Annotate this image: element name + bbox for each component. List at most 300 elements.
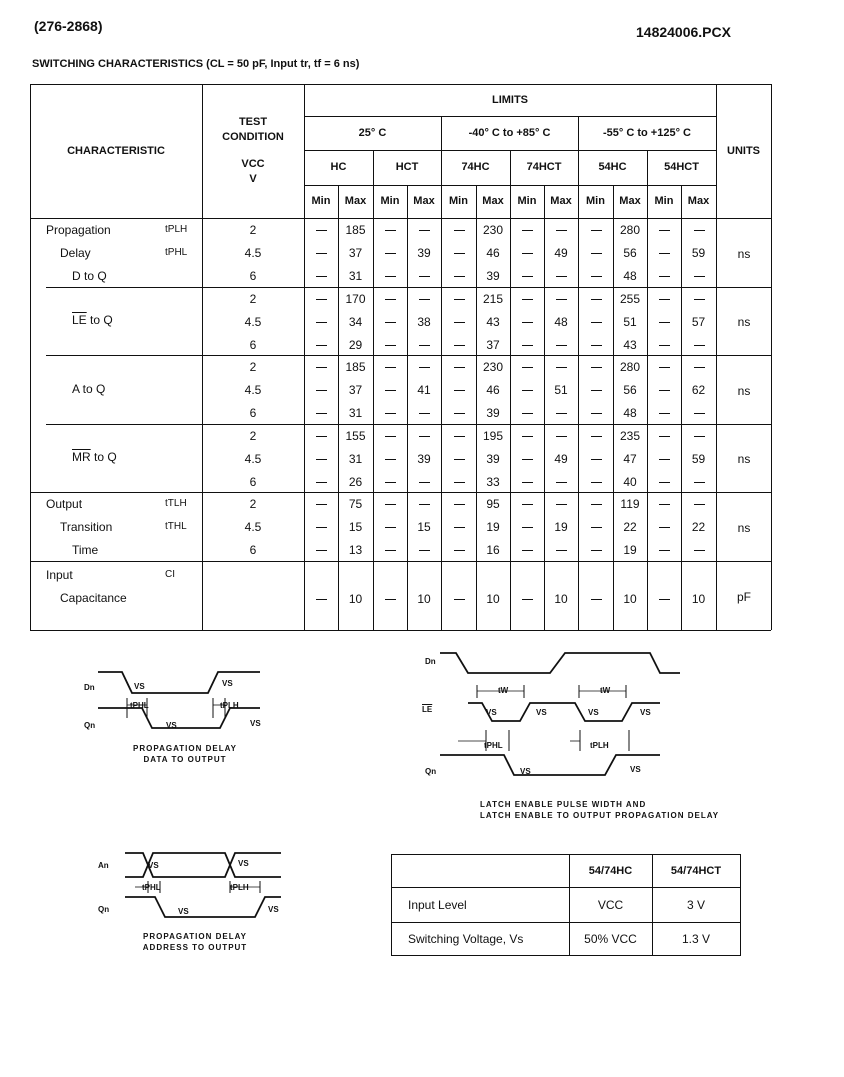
vcc-value: 6 (249, 543, 257, 557)
dash-mark (522, 550, 533, 551)
dash-mark (659, 230, 670, 231)
unit-value: ns (737, 452, 751, 466)
dash-mark (419, 276, 430, 277)
dash-mark (419, 345, 430, 346)
dash-mark (694, 550, 705, 551)
min-header: Min (380, 195, 400, 208)
prop-delay-address-diagram (95, 845, 295, 930)
limit-value: 10 (348, 591, 363, 606)
limit-value: 39 (417, 452, 431, 466)
test-condition-header (202, 84, 304, 218)
limit-value: 46 (486, 383, 500, 397)
limit-value: 46 (486, 246, 500, 260)
limit-value: 10 (623, 591, 637, 606)
limit-value: 280 (619, 223, 641, 237)
vs-label: VS (588, 708, 599, 717)
tw-label: tW (498, 686, 509, 695)
dash-mark (316, 322, 327, 323)
limit-value: 95 (486, 497, 500, 511)
max-header: Max (687, 195, 710, 208)
dash-mark (454, 322, 465, 323)
dash-mark (316, 599, 327, 600)
test-conditions-table (391, 854, 741, 956)
max-header: Max (413, 195, 435, 208)
vcc-value: 4.5 (244, 315, 262, 329)
family-header: HCT (395, 161, 419, 174)
family-header: HC (330, 161, 347, 174)
limit-value: 75 (348, 497, 363, 511)
limit-value: 155 (345, 429, 366, 443)
symbol-label: tTHL (165, 521, 187, 532)
limit-value: 215 (482, 292, 504, 306)
dash-mark (419, 504, 430, 505)
dash-mark (659, 322, 670, 323)
dash-mark (316, 230, 327, 231)
limit-value: 19 (623, 543, 637, 557)
dash-mark (522, 413, 533, 414)
dash-mark (454, 504, 465, 505)
vcc-value: 2 (249, 360, 257, 374)
file-name: 14824006.PCX (636, 24, 731, 40)
limit-value: 10 (486, 591, 500, 606)
limit-value: 43 (486, 315, 500, 329)
dash-mark (556, 504, 567, 505)
caption-line: PROPAGATION DELAY (133, 744, 237, 753)
characteristic-header: CHARACTERISTIC (67, 144, 165, 157)
switching-voltage-hc: 50% VCC (584, 931, 637, 946)
dash-mark (454, 550, 465, 551)
vcc-value: 2 (249, 497, 257, 511)
caption-line: PROPAGATION DELAY (143, 932, 247, 941)
vcc-value: 2 (249, 429, 257, 443)
temp-range-header: 25° C (358, 126, 387, 139)
dash-mark (454, 276, 465, 277)
dn-waveform (440, 653, 680, 673)
limit-value: 29 (348, 338, 363, 352)
family-header: 54HC (598, 161, 627, 174)
limit-value: 56 (623, 246, 637, 260)
characteristic-label: Time (72, 543, 99, 557)
dash-mark (454, 413, 465, 414)
limit-value: 39 (486, 406, 500, 420)
dash-mark (522, 345, 533, 346)
dash-mark (454, 459, 465, 460)
signal-name: $\overline{LE}$ (72, 313, 87, 327)
vcc-value: 4.5 (244, 246, 262, 260)
limit-value: 37 (348, 383, 363, 397)
dash-mark (591, 482, 602, 483)
test-header-hct: 54/74HCT (670, 865, 722, 877)
vs-label: VS (520, 767, 531, 776)
qn-waveform (125, 897, 281, 917)
temp-range-header: -40° C to +85° C (468, 126, 551, 139)
limit-value: 57 (691, 315, 706, 329)
limit-value: 48 (623, 406, 637, 420)
vcc-value: 4.5 (244, 520, 262, 534)
dn-waveform (98, 672, 260, 693)
limit-value: 185 (345, 360, 366, 374)
dash-mark (454, 299, 465, 300)
table-border (771, 84, 772, 630)
characteristic-label: Transition (60, 520, 113, 534)
caption-line: ADDRESS TO OUTPUT (142, 942, 248, 952)
limit-value: 39 (486, 452, 500, 466)
limit-value: 51 (623, 315, 637, 329)
dash-mark (454, 367, 465, 368)
dash-mark (659, 482, 670, 483)
min-header: Min (586, 195, 605, 208)
limit-value: 22 (623, 520, 637, 534)
limit-value: 185 (345, 223, 366, 237)
dash-mark (419, 550, 430, 551)
dash-mark (454, 253, 465, 254)
dash-mark (591, 299, 602, 300)
dash-mark (659, 345, 670, 346)
limit-value: 37 (348, 246, 363, 260)
switching-voltage-hct: 1.3 V (681, 931, 711, 946)
max-header: Max (550, 195, 572, 208)
unit-value: pF (736, 589, 751, 604)
le-label: $\overline{LE}$ (422, 705, 433, 714)
vcc-value: 6 (249, 338, 257, 352)
dash-mark (694, 299, 705, 300)
dash-mark (385, 527, 396, 528)
dash-mark (522, 482, 533, 483)
group-divider (46, 287, 771, 288)
dash-mark (659, 367, 670, 368)
characteristic-label (72, 383, 105, 395)
dash-mark (522, 322, 533, 323)
dash-mark (385, 482, 396, 483)
limit-value: 10 (691, 591, 706, 606)
divider (510, 150, 511, 630)
limit-value: 31 (348, 406, 363, 420)
dash-mark (659, 504, 670, 505)
dash-mark (522, 527, 533, 528)
limit-value: 34 (348, 315, 363, 329)
vs-label: VS (250, 719, 261, 728)
limits-header: LIMITS (491, 93, 529, 106)
caption-line: DATA TO OUTPUT (143, 754, 227, 764)
dash-mark (659, 550, 670, 551)
dash-mark (385, 367, 396, 368)
limit-value: 13 (348, 543, 363, 557)
qn-label: Qn (98, 905, 110, 914)
units-header: UNITS (727, 144, 760, 157)
tplh-label: tPLH (220, 701, 239, 710)
limit-value: 37 (486, 338, 500, 352)
family-header: 74HC (461, 161, 490, 174)
unit-value: ns (737, 246, 751, 261)
dash-mark (591, 599, 602, 600)
dash-mark (385, 322, 396, 323)
dash-mark (591, 413, 602, 414)
divider (647, 150, 648, 630)
dash-mark (522, 253, 533, 254)
group-divider (30, 561, 771, 562)
dash-mark (316, 253, 327, 254)
limit-value: 10 (417, 591, 431, 606)
caption-line: LATCH ENABLE TO OUTPUT PROPAGATION DELAY (480, 810, 720, 820)
limit-value: 170 (345, 292, 366, 306)
max-header: Max (619, 195, 641, 208)
vs-label: VS (268, 905, 279, 914)
qn-waveform (98, 708, 260, 728)
dash-mark (316, 299, 327, 300)
unit-value: ns (737, 315, 751, 329)
signal-name: A to Q (72, 381, 106, 396)
characteristic-label: Input (46, 568, 73, 582)
caption-line: LATCH ENABLE PULSE WIDTH AND (480, 800, 647, 809)
vs-label: VS (178, 907, 189, 916)
divider (30, 218, 771, 219)
divider (373, 150, 374, 630)
dash-mark (591, 550, 602, 551)
signal-name: $\overline{MR}$ (72, 450, 91, 464)
qn-waveform (440, 755, 660, 775)
dash-mark (522, 276, 533, 277)
dash-mark (316, 276, 327, 277)
switching-characteristics-table (30, 84, 771, 630)
dash-mark (316, 390, 327, 391)
characteristic-label (72, 314, 113, 326)
unit-value: ns (737, 383, 751, 398)
dash-mark (591, 436, 602, 437)
dash-mark (522, 504, 533, 505)
latch-enable-diagram (420, 645, 680, 790)
dash-mark (694, 436, 705, 437)
limit-value: 38 (417, 315, 431, 329)
limit-value: 19 (554, 520, 568, 534)
dash-mark (419, 482, 430, 483)
dash-mark (316, 345, 327, 346)
dash-mark (659, 253, 670, 254)
tw-label: tW (600, 686, 611, 695)
temp-range-header: -55° C to +125° C (603, 126, 691, 139)
dash-mark (556, 550, 567, 551)
dash-mark (659, 459, 670, 460)
dash-mark (659, 413, 670, 414)
limit-value: 47 (623, 452, 637, 466)
dash-mark (385, 504, 396, 505)
unit-value: ns (737, 520, 751, 535)
dash-mark (316, 367, 327, 368)
limit-value: 56 (623, 383, 637, 397)
header-line: TEST CONDITION (222, 116, 284, 144)
limit-value: 280 (619, 360, 641, 374)
dash-mark (419, 299, 430, 300)
dash-mark (385, 599, 396, 600)
dash-mark (591, 322, 602, 323)
latch-caption (480, 800, 740, 822)
dash-mark (419, 367, 430, 368)
dash-mark (591, 345, 602, 346)
dash-mark (591, 390, 602, 391)
dash-mark (694, 367, 705, 368)
document-id: (276-2868) (34, 18, 103, 34)
dash-mark (591, 253, 602, 254)
tplh-label: tPLH (230, 883, 249, 892)
dash-mark (659, 436, 670, 437)
dash-mark (385, 276, 396, 277)
dash-mark (556, 230, 567, 231)
switching-voltage-label: Switching Voltage, Vs (408, 931, 524, 946)
header-line: V (249, 172, 257, 185)
dash-mark (591, 527, 602, 528)
dash-mark (591, 367, 602, 368)
characteristic-label: Output (46, 497, 83, 511)
symbol-label: CI (165, 569, 175, 580)
dash-mark (316, 527, 327, 528)
vs-label: VS (238, 859, 249, 868)
dash-mark (591, 504, 602, 505)
dash-mark (522, 599, 533, 600)
limit-value: 195 (482, 429, 504, 443)
vs-label: VS (486, 708, 497, 717)
limit-value: 235 (619, 429, 641, 443)
dash-mark (694, 345, 705, 346)
limit-value: 40 (623, 475, 637, 489)
vcc-value: 2 (249, 292, 257, 306)
table-title: SWITCHING CHARACTERISTICS (CL = 50 pF, Input tr, tf = 6 ns) (32, 58, 360, 70)
vcc-value: 4.5 (244, 383, 262, 397)
family-header: 54HCT (664, 161, 699, 174)
table-border (30, 630, 771, 631)
limit-value: 31 (348, 452, 363, 466)
limit-value: 230 (482, 360, 504, 374)
min-header: Min (517, 195, 537, 208)
limit-value: 15 (417, 520, 431, 534)
vcc-value: 6 (249, 406, 257, 420)
dash-mark (385, 230, 396, 231)
dash-mark (419, 230, 430, 231)
tphl-label: tPHL (142, 883, 161, 892)
dash-mark (522, 390, 533, 391)
family-header: 74HCT (526, 161, 562, 174)
dash-mark (316, 413, 327, 414)
limit-value: 10 (554, 591, 568, 606)
dash-mark (522, 367, 533, 368)
dash-mark (316, 482, 327, 483)
limit-value: 59 (691, 452, 706, 466)
limit-value: 230 (482, 223, 504, 237)
dash-mark (694, 276, 705, 277)
limit-value: 255 (619, 292, 641, 306)
dash-mark (522, 299, 533, 300)
dash-mark (454, 527, 465, 528)
dash-mark (385, 459, 396, 460)
dash-mark (659, 599, 670, 600)
dash-mark (454, 390, 465, 391)
prop-delay-caption (110, 744, 260, 766)
dash-mark (522, 436, 533, 437)
vs-label: VS (148, 861, 159, 870)
limit-value: 33 (486, 475, 500, 489)
vs-label: VS (134, 682, 145, 691)
dash-mark (591, 459, 602, 460)
tphl-label: tPHL (484, 741, 503, 750)
dash-mark (556, 276, 567, 277)
dash-mark (385, 345, 396, 346)
dash-mark (522, 459, 533, 460)
address-caption (120, 932, 270, 954)
group-divider (46, 424, 771, 425)
dash-mark (316, 550, 327, 551)
input-level-hct: 3 V (686, 897, 705, 912)
dash-mark (659, 390, 670, 391)
dash-mark (591, 230, 602, 231)
dash-mark (522, 230, 533, 231)
dash-mark (694, 230, 705, 231)
symbol-label: tTLH (165, 498, 187, 509)
symbol-label: tPLH (165, 224, 188, 235)
dash-mark (694, 413, 705, 414)
dash-mark (454, 599, 465, 600)
limit-value: 51 (554, 383, 568, 397)
tplh-label: tPLH (590, 741, 609, 750)
characteristic-label: Capacitance (60, 591, 127, 605)
dash-mark (454, 345, 465, 346)
dash-mark (659, 276, 670, 277)
label-suffix: to Q (90, 450, 117, 464)
limit-value: 19 (486, 520, 500, 534)
min-header: Min (311, 195, 331, 208)
dash-mark (454, 482, 465, 483)
vs-label: VS (536, 708, 547, 717)
characteristic-label (72, 451, 117, 463)
tphl-label: tPHL (130, 701, 149, 710)
limit-value: 15 (348, 520, 363, 534)
dash-mark (385, 436, 396, 437)
vs-label: VS (166, 721, 177, 730)
dash-mark (419, 413, 430, 414)
vcc-value: 4.5 (244, 452, 262, 466)
input-level-hc: VCC (597, 897, 624, 912)
qn-label: Qn (425, 767, 437, 776)
limit-value: 41 (417, 383, 431, 397)
dash-mark (316, 504, 327, 505)
limit-value: 39 (486, 269, 500, 283)
dash-mark (454, 230, 465, 231)
vcc-value: 6 (249, 475, 257, 489)
dn-label: Dn (84, 683, 95, 692)
limit-value: 62 (691, 383, 706, 397)
limit-value: 49 (554, 246, 568, 260)
limit-value: 43 (623, 338, 637, 352)
limit-value: 59 (691, 246, 706, 260)
dash-mark (385, 299, 396, 300)
limit-value: 49 (554, 452, 568, 466)
dash-mark (316, 459, 327, 460)
group-divider (46, 355, 771, 356)
qn-label: Qn (84, 721, 96, 730)
characteristic-label: D to Q (72, 269, 107, 283)
input-level-label: Input Level (408, 897, 467, 912)
dash-mark (659, 527, 670, 528)
dash-mark (556, 482, 567, 483)
limit-value: 26 (348, 475, 363, 489)
min-header: Min (449, 195, 468, 208)
dash-mark (694, 482, 705, 483)
symbol-label: tPHL (165, 247, 188, 258)
limit-value: 16 (486, 543, 500, 557)
dash-mark (556, 299, 567, 300)
characteristic-label: Propagation (46, 223, 111, 237)
max-header: Max (344, 195, 367, 208)
dash-mark (556, 367, 567, 368)
dash-mark (385, 253, 396, 254)
vcc-value: 2 (249, 223, 257, 237)
